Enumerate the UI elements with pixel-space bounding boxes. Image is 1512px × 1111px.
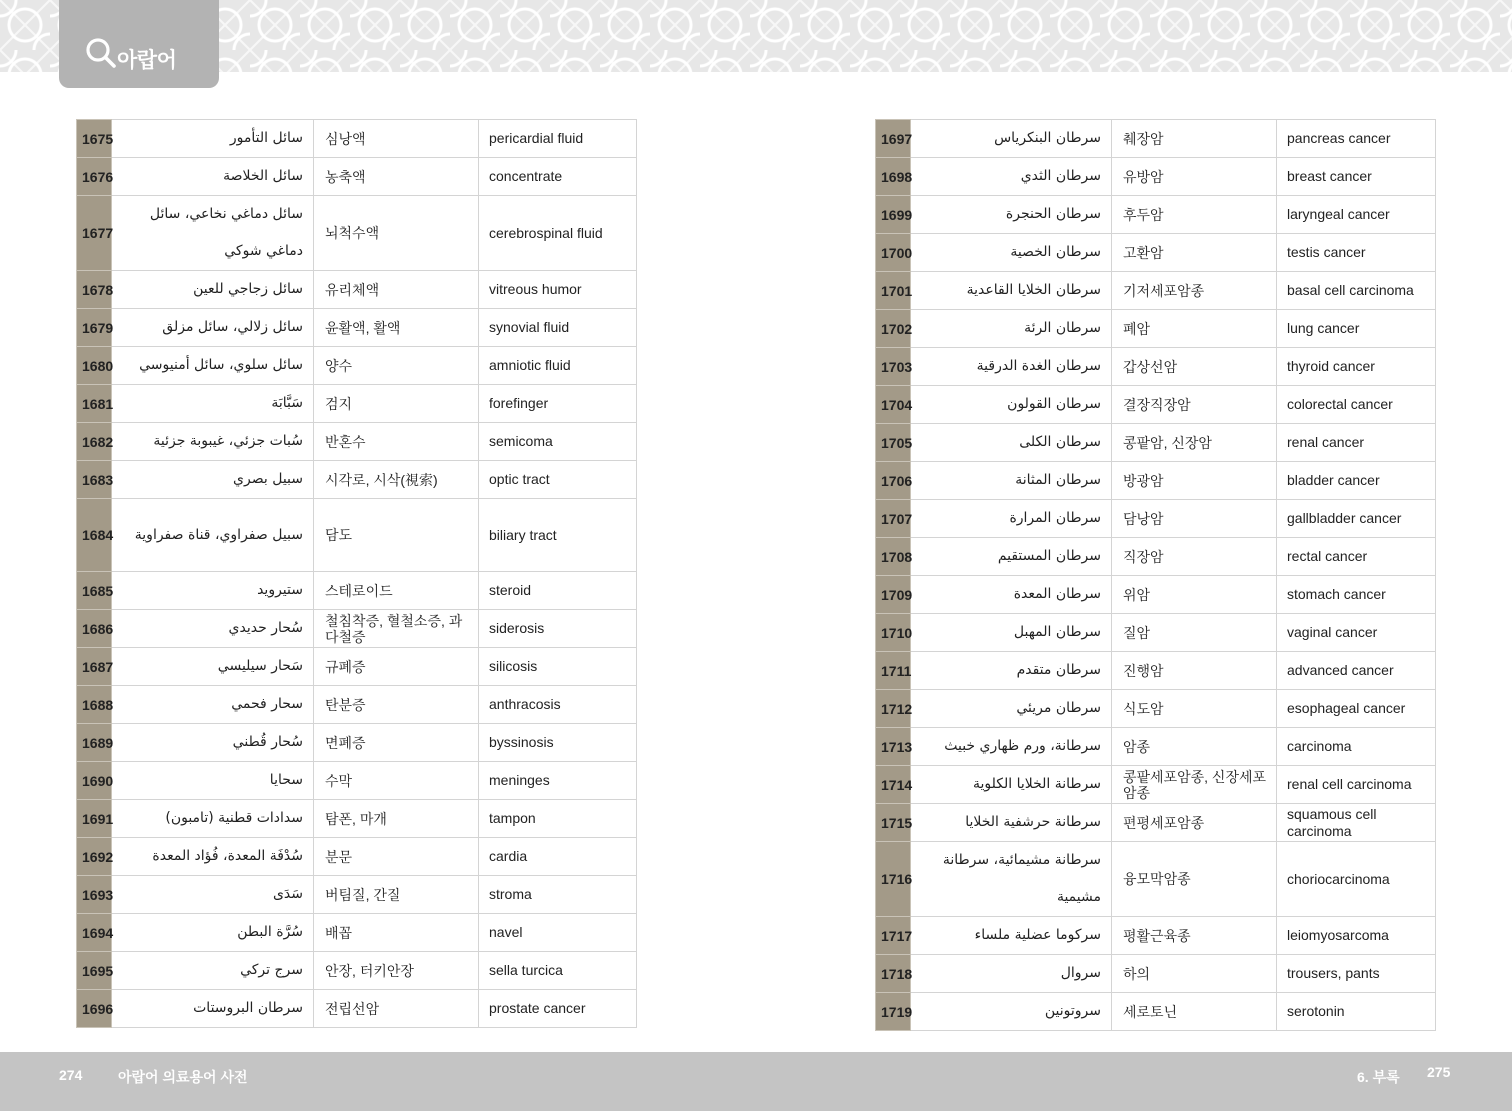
vocab-row [77, 838, 637, 876]
entry-number: 1675 [77, 120, 112, 158]
arabic-term: سَبَّابَة [112, 385, 314, 423]
entry-number: 1706 [876, 462, 911, 500]
entry-number: 1703 [876, 348, 911, 386]
arabic-term: سرطانة مشيمائية، سرطانة مشيمية [911, 842, 1112, 917]
english-term: serotonin [1277, 993, 1436, 1031]
english-term: colorectal cancer [1277, 386, 1436, 424]
arabic-term: سرطان الحنجرة [911, 196, 1112, 234]
entry-number: 1681 [77, 385, 112, 423]
korean-term: 세로토닌 [1112, 993, 1277, 1031]
korean-term: 규폐증 [314, 648, 479, 686]
entry-number: 1707 [876, 500, 911, 538]
english-term: navel [479, 914, 637, 952]
entry-number: 1695 [77, 952, 112, 990]
korean-term: 철침착증, 혈철소증, 과다철증 [314, 610, 479, 648]
arabic-term: سرطان المثانة [911, 462, 1112, 500]
korean-term: 탐폰, 마개 [314, 800, 479, 838]
korean-term: 분문 [314, 838, 479, 876]
arabic-term: سرطان مريئي [911, 690, 1112, 728]
arabic-term: سرطان البنكرياس [911, 120, 1112, 158]
vocab-table-left [76, 119, 637, 1028]
korean-term: 윤활액, 활액 [314, 309, 479, 347]
arabic-term: سرطان القولون [911, 386, 1112, 424]
vocab-row [876, 462, 1436, 500]
arabic-term: سرطان الرئة [911, 310, 1112, 348]
arabic-term: سرطانة حرشفية الخلايا [911, 804, 1112, 842]
arabic-term: سائل دماغي نخاعي، سائل دماغي شوكي [112, 196, 314, 271]
vocab-row [77, 423, 637, 461]
vocab-row [77, 762, 637, 800]
english-term: byssinosis [479, 724, 637, 762]
korean-term: 식도암 [1112, 690, 1277, 728]
english-term: pancreas cancer [1277, 120, 1436, 158]
arabic-term: سُدْفَة المعدة، فُؤاد المعدة [112, 838, 314, 876]
entry-number: 1714 [876, 766, 911, 804]
vocab-row [876, 272, 1436, 310]
arabic-term: سروتونين [911, 993, 1112, 1031]
arabic-term: سرطان الكلى [911, 424, 1112, 462]
search-icon [85, 37, 117, 69]
korean-term: 암종 [1112, 728, 1277, 766]
korean-term: 시각로, 시삭(視索) [314, 461, 479, 499]
entry-number: 1691 [77, 800, 112, 838]
entry-number: 1678 [77, 271, 112, 309]
vocab-row [876, 955, 1436, 993]
korean-term: 방광암 [1112, 462, 1277, 500]
korean-term: 담도 [314, 499, 479, 572]
korean-term: 농축액 [314, 158, 479, 196]
vocab-row [77, 499, 637, 572]
entry-number: 1715 [876, 804, 911, 842]
english-term: bladder cancer [1277, 462, 1436, 500]
entry-number: 1698 [876, 158, 911, 196]
korean-term: 수막 [314, 762, 479, 800]
arabic-term: سرطان البروستات [112, 990, 314, 1028]
korean-term: 결장직장암 [1112, 386, 1277, 424]
english-term: biliary tract [479, 499, 637, 572]
arabic-term: سائل سلوي، سائل أمنيوسي [112, 347, 314, 385]
vocab-row [876, 538, 1436, 576]
entry-number: 1708 [876, 538, 911, 576]
english-term: stroma [479, 876, 637, 914]
entry-number: 1683 [77, 461, 112, 499]
vocab-row [77, 800, 637, 838]
english-term: carcinoma [1277, 728, 1436, 766]
arabic-term: سبيل بصري [112, 461, 314, 499]
vocab-row [876, 614, 1436, 652]
entry-number: 1685 [77, 572, 112, 610]
arabic-term: سركوما عضلية ملساء [911, 917, 1112, 955]
arabic-term: سرطان المستقيم [911, 538, 1112, 576]
tab-label: 아랍어 [117, 49, 177, 72]
korean-term: 하의 [1112, 955, 1277, 993]
vocab-row [876, 917, 1436, 955]
entry-number: 1717 [876, 917, 911, 955]
english-term: concentrate [479, 158, 637, 196]
arabic-term: سرطانة، ورم ظهاري خبيث [911, 728, 1112, 766]
language-tab [59, 0, 219, 88]
korean-term: 직장암 [1112, 538, 1277, 576]
english-term: sella turcica [479, 952, 637, 990]
english-term: renal cancer [1277, 424, 1436, 462]
vocab-row [77, 461, 637, 499]
entry-number: 1679 [77, 309, 112, 347]
english-term: renal cell carcinoma [1277, 766, 1436, 804]
korean-term: 진행암 [1112, 652, 1277, 690]
arabic-term: سروال [911, 955, 1112, 993]
entry-number: 1696 [77, 990, 112, 1028]
korean-term: 질암 [1112, 614, 1277, 652]
arabic-term: سُبات جزئي، غيبوبة جزئية [112, 423, 314, 461]
vocab-row [876, 234, 1436, 272]
vocab-row [876, 158, 1436, 196]
arabic-term: سائل زلالي، سائل مزلق [112, 309, 314, 347]
vocab-row [876, 196, 1436, 234]
right-section-title: 6. 부록 [1357, 1069, 1400, 1085]
english-term: optic tract [479, 461, 637, 499]
vocab-row [876, 310, 1436, 348]
entry-number: 1716 [876, 842, 911, 917]
korean-term: 갑상선암 [1112, 348, 1277, 386]
korean-term: 유방암 [1112, 158, 1277, 196]
english-term: vaginal cancer [1277, 614, 1436, 652]
vocab-row [77, 158, 637, 196]
english-term: meninges [479, 762, 637, 800]
vocab-row [77, 990, 637, 1028]
english-term: amniotic fluid [479, 347, 637, 385]
arabic-term: سائل الخلاصة [112, 158, 314, 196]
korean-term: 심낭액 [314, 120, 479, 158]
english-term: lung cancer [1277, 310, 1436, 348]
vocab-row [876, 842, 1436, 917]
english-term: steroid [479, 572, 637, 610]
entry-number: 1700 [876, 234, 911, 272]
vocab-row [77, 724, 637, 762]
entry-number: 1701 [876, 272, 911, 310]
entry-number: 1694 [77, 914, 112, 952]
english-term: prostate cancer [479, 990, 637, 1028]
top-pattern-band [0, 0, 1512, 72]
entry-number: 1677 [77, 196, 112, 271]
vocab-row [77, 648, 637, 686]
english-term: anthracosis [479, 686, 637, 724]
entry-number: 1684 [77, 499, 112, 572]
arabic-term: سرطان متقدم [911, 652, 1112, 690]
korean-term: 췌장암 [1112, 120, 1277, 158]
english-term: rectal cancer [1277, 538, 1436, 576]
english-term: forefinger [479, 385, 637, 423]
korean-term: 전립선암 [314, 990, 479, 1028]
vocab-row [77, 914, 637, 952]
english-term: silicosis [479, 648, 637, 686]
korean-term: 후두암 [1112, 196, 1277, 234]
arabic-term: سرطان الخصية [911, 234, 1112, 272]
entry-number: 1680 [77, 347, 112, 385]
english-term: testis cancer [1277, 234, 1436, 272]
arabic-term: سَحار سيليسي [112, 648, 314, 686]
arabic-term: سدادات قطنية (تامبون) [112, 800, 314, 838]
arabic-term: سرطان الغدة الدرقية [911, 348, 1112, 386]
korean-term: 반혼수 [314, 423, 479, 461]
entry-number: 1697 [876, 120, 911, 158]
entry-number: 1702 [876, 310, 911, 348]
korean-term: 양수 [314, 347, 479, 385]
arabic-term: سرطانة الخلايا الكلوية [911, 766, 1112, 804]
vocab-row [876, 728, 1436, 766]
entry-number: 1686 [77, 610, 112, 648]
arabic-term: سَدَى [112, 876, 314, 914]
arabic-term: سرطان المهبل [911, 614, 1112, 652]
english-term: basal cell carcinoma [1277, 272, 1436, 310]
english-term: stomach cancer [1277, 576, 1436, 614]
korean-term: 검지 [314, 385, 479, 423]
korean-term: 위암 [1112, 576, 1277, 614]
left-book-title: 아랍어 의료용어 사전 [118, 1069, 248, 1085]
english-term: pericardial fluid [479, 120, 637, 158]
english-term: breast cancer [1277, 158, 1436, 196]
entry-number: 1718 [876, 955, 911, 993]
english-term: vitreous humor [479, 271, 637, 309]
entry-number: 1693 [77, 876, 112, 914]
korean-term: 안장, 터키안장 [314, 952, 479, 990]
english-term: cardia [479, 838, 637, 876]
vocab-row [876, 120, 1436, 158]
vocab-row [876, 690, 1436, 728]
arabic-term: سائل زجاجي للعين [112, 271, 314, 309]
arabic-term: ستيرويد [112, 572, 314, 610]
korean-term: 탄분증 [314, 686, 479, 724]
vocab-row [77, 120, 637, 158]
korean-term: 담낭암 [1112, 500, 1277, 538]
english-term: siderosis [479, 610, 637, 648]
entry-number: 1699 [876, 196, 911, 234]
arabic-term: سرطان المرارة [911, 500, 1112, 538]
english-term: synovial fluid [479, 309, 637, 347]
vocab-row [77, 309, 637, 347]
entry-number: 1689 [77, 724, 112, 762]
entry-number: 1682 [77, 423, 112, 461]
arabic-term: سُرَّة البطن [112, 914, 314, 952]
arabic-term: سُحار قُطني [112, 724, 314, 762]
vocab-row [876, 500, 1436, 538]
entry-number: 1692 [77, 838, 112, 876]
english-term: gallbladder cancer [1277, 500, 1436, 538]
korean-term: 콩팥암, 신장암 [1112, 424, 1277, 462]
vocab-row [876, 652, 1436, 690]
right-page-number: 275 [1427, 1064, 1451, 1080]
korean-term: 편평세포암종 [1112, 804, 1277, 842]
entry-number: 1711 [876, 652, 911, 690]
english-term: tampon [479, 800, 637, 838]
entry-number: 1713 [876, 728, 911, 766]
korean-term: 폐암 [1112, 310, 1277, 348]
vocab-row [77, 385, 637, 423]
arabic-term: سرطان المعدة [911, 576, 1112, 614]
entry-number: 1712 [876, 690, 911, 728]
arabic-term: سبيل صفراوي، قناة صفراوية [112, 499, 314, 572]
english-term: advanced cancer [1277, 652, 1436, 690]
arabic-term: سرطان الثدي [911, 158, 1112, 196]
arabic-term: سُحار حديدي [112, 610, 314, 648]
vocab-table-right [875, 119, 1436, 1031]
vocab-row [876, 348, 1436, 386]
vocab-row [77, 952, 637, 990]
vocab-row [876, 766, 1436, 804]
korean-term: 평활근육종 [1112, 917, 1277, 955]
english-term: cerebrospinal fluid [479, 196, 637, 271]
korean-term: 스테로이드 [314, 572, 479, 610]
entry-number: 1710 [876, 614, 911, 652]
entry-number: 1704 [876, 386, 911, 424]
english-term: choriocarcinoma [1277, 842, 1436, 917]
korean-term: 면폐증 [314, 724, 479, 762]
entry-number: 1690 [77, 762, 112, 800]
vocab-row [876, 993, 1436, 1031]
korean-term: 고환암 [1112, 234, 1277, 272]
english-term: leiomyosarcoma [1277, 917, 1436, 955]
entry-number: 1688 [77, 686, 112, 724]
korean-term: 기저세포암종 [1112, 272, 1277, 310]
entry-number: 1709 [876, 576, 911, 614]
english-term: thyroid cancer [1277, 348, 1436, 386]
arabic-term: سحايا [112, 762, 314, 800]
english-term: semicoma [479, 423, 637, 461]
vocab-row [77, 610, 637, 648]
arabic-term: سحار فحمي [112, 686, 314, 724]
vocab-row [77, 347, 637, 385]
vocab-row [77, 196, 637, 271]
entry-number: 1719 [876, 993, 911, 1031]
vocab-row [876, 804, 1436, 842]
vocab-row [77, 572, 637, 610]
english-term: laryngeal cancer [1277, 196, 1436, 234]
entry-number: 1687 [77, 648, 112, 686]
vocab-row [876, 386, 1436, 424]
page-footer [0, 1052, 1512, 1111]
left-page-number: 274 [59, 1067, 83, 1083]
vocab-row [77, 876, 637, 914]
entry-number: 1705 [876, 424, 911, 462]
english-term: squamous cell carcinoma [1277, 804, 1436, 842]
korean-term: 버팀질, 간질 [314, 876, 479, 914]
korean-term: 콩팥세포암종, 신장세포암종 [1112, 766, 1277, 804]
arabic-term: سرج تركي [112, 952, 314, 990]
korean-term: 배꼽 [314, 914, 479, 952]
english-term: esophageal cancer [1277, 690, 1436, 728]
korean-term: 융모막암종 [1112, 842, 1277, 917]
vocab-row [77, 271, 637, 309]
korean-term: 뇌척수액 [314, 196, 479, 271]
english-term: trousers, pants [1277, 955, 1436, 993]
korean-term: 유리체액 [314, 271, 479, 309]
vocab-row [876, 576, 1436, 614]
arabic-term: سرطان الخلايا القاعدية [911, 272, 1112, 310]
arabic-term: سائل التأمور [112, 120, 314, 158]
vocab-row [77, 686, 637, 724]
entry-number: 1676 [77, 158, 112, 196]
vocab-row [876, 424, 1436, 462]
